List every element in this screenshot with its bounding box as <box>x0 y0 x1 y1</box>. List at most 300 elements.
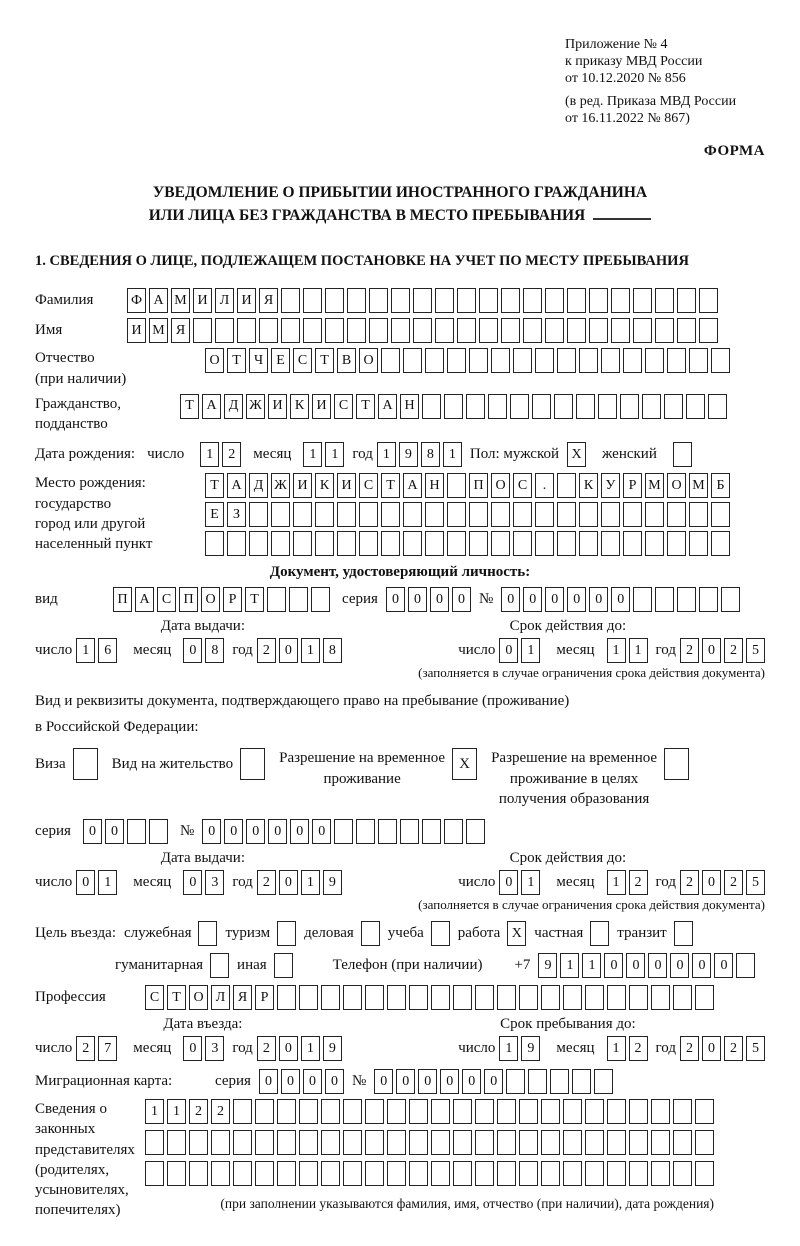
char-cell[interactable] <box>475 1161 494 1186</box>
char-cell[interactable] <box>576 394 595 419</box>
char-cell[interactable]: 0 <box>545 587 564 612</box>
char-cell[interactable]: 2 <box>257 638 276 663</box>
char-cell[interactable] <box>689 348 708 373</box>
char-cell[interactable] <box>167 1161 186 1186</box>
char-cell[interactable]: С <box>145 985 164 1010</box>
char-cell[interactable]: 0 <box>396 1069 415 1094</box>
char-cell[interactable]: 1 <box>303 442 322 467</box>
char-cell[interactable] <box>506 1069 525 1094</box>
char-cell[interactable] <box>689 502 708 527</box>
char-cell[interactable] <box>519 1161 538 1186</box>
char-cell[interactable]: А <box>135 587 154 612</box>
char-cell[interactable]: Т <box>356 394 375 419</box>
char-cell[interactable]: И <box>293 473 312 498</box>
char-cell[interactable] <box>589 288 608 313</box>
char-cell[interactable] <box>513 502 532 527</box>
char-cell[interactable] <box>607 1161 626 1186</box>
char-cell[interactable] <box>535 531 554 556</box>
char-cell[interactable] <box>444 819 463 844</box>
char-cell[interactable]: Я <box>233 985 252 1010</box>
char-cell[interactable]: К <box>579 473 598 498</box>
char-cell[interactable]: 0 <box>183 870 202 895</box>
char-cell[interactable] <box>601 502 620 527</box>
char-cell[interactable]: 0 <box>408 587 427 612</box>
char-cell[interactable]: 1 <box>560 953 579 978</box>
char-cell[interactable] <box>381 531 400 556</box>
char-cell[interactable]: 0 <box>246 819 265 844</box>
char-cell[interactable]: 0 <box>648 953 667 978</box>
char-cell[interactable] <box>453 1099 472 1124</box>
char-cell[interactable] <box>321 1130 340 1155</box>
char-cell[interactable]: 0 <box>279 1036 298 1061</box>
char-cell[interactable] <box>579 531 598 556</box>
char-cell[interactable] <box>469 502 488 527</box>
char-cell[interactable] <box>343 985 362 1010</box>
char-cell[interactable]: 1 <box>499 1036 518 1061</box>
char-cell[interactable] <box>466 819 485 844</box>
char-cell[interactable] <box>435 318 454 343</box>
char-cell[interactable] <box>391 288 410 313</box>
char-cell[interactable] <box>488 394 507 419</box>
char-cell[interactable] <box>479 288 498 313</box>
char-cell[interactable]: А <box>378 394 397 419</box>
char-cell[interactable] <box>381 348 400 373</box>
char-cell[interactable] <box>497 985 516 1010</box>
char-cell[interactable] <box>347 288 366 313</box>
char-cell[interactable]: 2 <box>257 1036 276 1061</box>
char-cell[interactable] <box>664 748 689 780</box>
char-cell[interactable] <box>444 394 463 419</box>
char-cell[interactable] <box>554 394 573 419</box>
char-cell[interactable]: 1 <box>629 638 648 663</box>
char-cell[interactable] <box>541 1099 560 1124</box>
char-cell[interactable] <box>73 748 98 780</box>
char-cell[interactable] <box>237 318 256 343</box>
char-cell[interactable] <box>519 1099 538 1124</box>
char-cell[interactable] <box>655 318 674 343</box>
char-cell[interactable] <box>321 1161 340 1186</box>
char-cell[interactable]: 0 <box>462 1069 481 1094</box>
char-cell[interactable] <box>557 502 576 527</box>
char-cell[interactable]: Л <box>215 288 234 313</box>
char-cell[interactable] <box>453 1161 472 1186</box>
char-cell[interactable] <box>711 348 730 373</box>
char-cell[interactable] <box>550 1069 569 1094</box>
char-cell[interactable] <box>736 953 755 978</box>
char-cell[interactable]: 5 <box>746 1036 765 1061</box>
char-cell[interactable] <box>343 1099 362 1124</box>
char-cell[interactable]: 0 <box>484 1069 503 1094</box>
char-cell[interactable] <box>343 1130 362 1155</box>
char-cell[interactable]: 1 <box>607 1036 626 1061</box>
char-cell[interactable] <box>365 985 384 1010</box>
char-cell[interactable] <box>469 348 488 373</box>
char-cell[interactable] <box>623 348 642 373</box>
char-cell[interactable] <box>227 531 246 556</box>
char-cell[interactable] <box>293 502 312 527</box>
char-cell[interactable] <box>667 531 686 556</box>
char-cell[interactable] <box>381 502 400 527</box>
char-cell[interactable] <box>523 318 542 343</box>
char-cell[interactable] <box>601 531 620 556</box>
char-cell[interactable] <box>400 819 419 844</box>
char-cell[interactable]: О <box>667 473 686 498</box>
char-cell[interactable] <box>391 318 410 343</box>
char-cell[interactable] <box>645 348 664 373</box>
char-cell[interactable] <box>255 1130 274 1155</box>
char-cell[interactable] <box>409 1161 428 1186</box>
char-cell[interactable]: 0 <box>259 1069 278 1094</box>
char-cell[interactable]: О <box>201 587 220 612</box>
char-cell[interactable] <box>365 1130 384 1155</box>
char-cell[interactable] <box>409 1099 428 1124</box>
char-cell[interactable] <box>528 1069 547 1094</box>
char-cell[interactable] <box>667 502 686 527</box>
char-cell[interactable] <box>633 318 652 343</box>
char-cell[interactable]: 9 <box>323 1036 342 1061</box>
char-cell[interactable] <box>167 1130 186 1155</box>
char-cell[interactable]: 3 <box>205 1036 224 1061</box>
char-cell[interactable]: 1 <box>145 1099 164 1124</box>
char-cell[interactable] <box>633 587 652 612</box>
char-cell[interactable] <box>699 288 718 313</box>
char-cell[interactable] <box>589 318 608 343</box>
char-cell[interactable]: Н <box>400 394 419 419</box>
char-cell[interactable] <box>664 394 683 419</box>
char-cell[interactable] <box>510 394 529 419</box>
char-cell[interactable]: . <box>535 473 554 498</box>
char-cell[interactable]: 0 <box>589 587 608 612</box>
char-cell[interactable] <box>387 985 406 1010</box>
char-cell[interactable] <box>598 394 617 419</box>
char-cell[interactable] <box>271 531 290 556</box>
char-cell[interactable]: 0 <box>702 638 721 663</box>
char-cell[interactable] <box>435 288 454 313</box>
char-cell[interactable]: Я <box>259 288 278 313</box>
char-cell[interactable] <box>475 1099 494 1124</box>
char-cell[interactable] <box>673 1130 692 1155</box>
char-cell[interactable] <box>695 985 714 1010</box>
char-cell[interactable] <box>545 318 564 343</box>
char-cell[interactable] <box>607 985 626 1010</box>
char-cell[interactable]: П <box>469 473 488 498</box>
char-cell[interactable]: П <box>179 587 198 612</box>
char-cell[interactable]: 0 <box>670 953 689 978</box>
char-cell[interactable] <box>695 1099 714 1124</box>
char-cell[interactable] <box>623 502 642 527</box>
char-cell[interactable] <box>651 1161 670 1186</box>
char-cell[interactable] <box>651 985 670 1010</box>
char-cell[interactable]: С <box>293 348 312 373</box>
char-cell[interactable]: 0 <box>611 587 630 612</box>
char-cell[interactable]: И <box>312 394 331 419</box>
char-cell[interactable] <box>535 502 554 527</box>
char-cell[interactable] <box>645 531 664 556</box>
char-cell[interactable] <box>585 1130 604 1155</box>
char-cell[interactable]: И <box>268 394 287 419</box>
char-cell[interactable] <box>479 318 498 343</box>
char-cell[interactable]: М <box>149 318 168 343</box>
char-cell[interactable] <box>127 819 146 844</box>
char-cell[interactable] <box>431 1099 450 1124</box>
char-cell[interactable] <box>425 502 444 527</box>
char-cell[interactable] <box>325 288 344 313</box>
char-cell[interactable] <box>255 1099 274 1124</box>
char-cell[interactable] <box>447 348 466 373</box>
char-cell[interactable]: 1 <box>98 870 117 895</box>
char-cell[interactable] <box>545 288 564 313</box>
char-cell[interactable]: 2 <box>211 1099 230 1124</box>
char-cell[interactable] <box>453 985 472 1010</box>
char-cell[interactable]: 8 <box>205 638 224 663</box>
char-cell[interactable] <box>267 587 286 612</box>
char-cell[interactable]: 0 <box>279 870 298 895</box>
char-cell[interactable] <box>711 502 730 527</box>
char-cell[interactable] <box>255 1161 274 1186</box>
char-cell[interactable]: Е <box>271 348 290 373</box>
char-cell[interactable]: Т <box>205 473 224 498</box>
char-cell[interactable]: 1 <box>76 638 95 663</box>
char-cell[interactable] <box>457 318 476 343</box>
char-cell[interactable]: 0 <box>501 587 520 612</box>
char-cell[interactable] <box>466 394 485 419</box>
char-cell[interactable] <box>532 394 551 419</box>
char-cell[interactable] <box>369 318 388 343</box>
char-cell[interactable] <box>403 502 422 527</box>
char-cell[interactable] <box>541 1130 560 1155</box>
char-cell[interactable] <box>431 921 450 946</box>
char-cell[interactable] <box>189 1161 208 1186</box>
char-cell[interactable]: 7 <box>98 1036 117 1061</box>
char-cell[interactable] <box>645 502 664 527</box>
char-cell[interactable] <box>695 1130 714 1155</box>
char-cell[interactable]: 0 <box>183 638 202 663</box>
char-cell[interactable] <box>413 288 432 313</box>
char-cell[interactable]: О <box>491 473 510 498</box>
char-cell[interactable] <box>590 921 609 946</box>
char-cell[interactable]: М <box>645 473 664 498</box>
char-cell[interactable]: Е <box>205 502 224 527</box>
char-cell[interactable] <box>629 1130 648 1155</box>
char-cell[interactable]: 0 <box>303 1069 322 1094</box>
char-cell[interactable]: 0 <box>279 638 298 663</box>
char-cell[interactable] <box>695 1161 714 1186</box>
char-cell[interactable]: Л <box>211 985 230 1010</box>
char-cell[interactable] <box>453 1130 472 1155</box>
char-cell[interactable]: 2 <box>724 638 743 663</box>
char-cell[interactable]: У <box>601 473 620 498</box>
char-cell[interactable]: И <box>237 288 256 313</box>
char-cell[interactable] <box>145 1130 164 1155</box>
char-cell[interactable]: Н <box>425 473 444 498</box>
char-cell[interactable]: И <box>193 288 212 313</box>
char-cell[interactable]: 5 <box>746 638 765 663</box>
char-cell[interactable] <box>523 288 542 313</box>
char-cell[interactable] <box>403 531 422 556</box>
char-cell[interactable] <box>431 1130 450 1155</box>
char-cell[interactable] <box>293 531 312 556</box>
char-cell[interactable]: С <box>334 394 353 419</box>
char-cell[interactable] <box>198 921 217 946</box>
char-cell[interactable]: В <box>337 348 356 373</box>
char-cell[interactable] <box>431 985 450 1010</box>
char-cell[interactable]: 0 <box>714 953 733 978</box>
char-cell[interactable]: А <box>403 473 422 498</box>
char-cell[interactable] <box>303 318 322 343</box>
char-cell[interactable] <box>387 1130 406 1155</box>
char-cell[interactable] <box>699 587 718 612</box>
char-cell[interactable] <box>409 1130 428 1155</box>
char-cell[interactable] <box>403 348 422 373</box>
char-cell[interactable] <box>519 1130 538 1155</box>
char-cell[interactable] <box>277 1099 296 1124</box>
char-cell[interactable]: X <box>452 748 477 780</box>
char-cell[interactable]: 1 <box>521 638 540 663</box>
char-cell[interactable]: 9 <box>538 953 557 978</box>
char-cell[interactable] <box>629 1099 648 1124</box>
char-cell[interactable]: С <box>513 473 532 498</box>
char-cell[interactable]: И <box>337 473 356 498</box>
char-cell[interactable]: 0 <box>83 819 102 844</box>
char-cell[interactable] <box>359 531 378 556</box>
char-cell[interactable]: М <box>171 288 190 313</box>
char-cell[interactable] <box>677 587 696 612</box>
char-cell[interactable]: 2 <box>724 1036 743 1061</box>
char-cell[interactable]: 2 <box>680 638 699 663</box>
char-cell[interactable] <box>211 1161 230 1186</box>
char-cell[interactable]: 0 <box>523 587 542 612</box>
char-cell[interactable]: 1 <box>443 442 462 467</box>
char-cell[interactable]: 0 <box>312 819 331 844</box>
char-cell[interactable] <box>689 531 708 556</box>
char-cell[interactable] <box>387 1161 406 1186</box>
char-cell[interactable] <box>491 502 510 527</box>
char-cell[interactable] <box>491 348 510 373</box>
char-cell[interactable] <box>585 985 604 1010</box>
char-cell[interactable] <box>611 318 630 343</box>
char-cell[interactable]: 0 <box>567 587 586 612</box>
char-cell[interactable]: Б <box>711 473 730 498</box>
char-cell[interactable] <box>594 1069 613 1094</box>
char-cell[interactable] <box>475 985 494 1010</box>
char-cell[interactable]: 9 <box>323 870 342 895</box>
char-cell[interactable] <box>579 502 598 527</box>
char-cell[interactable]: 1 <box>582 953 601 978</box>
char-cell[interactable] <box>425 348 444 373</box>
char-cell[interactable]: 1 <box>301 870 320 895</box>
char-cell[interactable] <box>557 531 576 556</box>
char-cell[interactable] <box>721 587 740 612</box>
char-cell[interactable]: 0 <box>452 587 471 612</box>
char-cell[interactable] <box>673 985 692 1010</box>
char-cell[interactable] <box>369 288 388 313</box>
char-cell[interactable]: 0 <box>604 953 623 978</box>
char-cell[interactable] <box>425 531 444 556</box>
char-cell[interactable]: А <box>202 394 221 419</box>
char-cell[interactable]: Т <box>167 985 186 1010</box>
char-cell[interactable] <box>447 531 466 556</box>
char-cell[interactable]: 2 <box>680 870 699 895</box>
char-cell[interactable] <box>677 318 696 343</box>
char-cell[interactable] <box>233 1161 252 1186</box>
char-cell[interactable] <box>447 473 466 498</box>
char-cell[interactable] <box>299 1099 318 1124</box>
char-cell[interactable] <box>365 1099 384 1124</box>
char-cell[interactable]: 0 <box>183 1036 202 1061</box>
char-cell[interactable] <box>541 985 560 1010</box>
char-cell[interactable] <box>585 1161 604 1186</box>
char-cell[interactable] <box>708 394 727 419</box>
char-cell[interactable] <box>674 921 693 946</box>
char-cell[interactable]: О <box>359 348 378 373</box>
char-cell[interactable] <box>567 288 586 313</box>
char-cell[interactable] <box>651 1130 670 1155</box>
char-cell[interactable] <box>699 318 718 343</box>
char-cell[interactable] <box>469 531 488 556</box>
char-cell[interactable] <box>557 473 576 498</box>
char-cell[interactable]: 9 <box>399 442 418 467</box>
char-cell[interactable] <box>475 1130 494 1155</box>
char-cell[interactable]: О <box>189 985 208 1010</box>
char-cell[interactable] <box>579 348 598 373</box>
char-cell[interactable]: 2 <box>222 442 241 467</box>
char-cell[interactable]: А <box>149 288 168 313</box>
char-cell[interactable]: И <box>127 318 146 343</box>
char-cell[interactable]: 0 <box>374 1069 393 1094</box>
char-cell[interactable]: 1 <box>167 1099 186 1124</box>
char-cell[interactable]: 6 <box>98 638 117 663</box>
char-cell[interactable]: Ж <box>246 394 265 419</box>
char-cell[interactable] <box>205 531 224 556</box>
char-cell[interactable]: О <box>205 348 224 373</box>
char-cell[interactable]: К <box>290 394 309 419</box>
char-cell[interactable] <box>259 318 278 343</box>
char-cell[interactable]: 2 <box>724 870 743 895</box>
char-cell[interactable]: 0 <box>440 1069 459 1094</box>
char-cell[interactable] <box>585 1099 604 1124</box>
char-cell[interactable]: 0 <box>290 819 309 844</box>
char-cell[interactable] <box>623 531 642 556</box>
char-cell[interactable]: 0 <box>626 953 645 978</box>
char-cell[interactable]: Д <box>249 473 268 498</box>
char-cell[interactable] <box>343 1161 362 1186</box>
char-cell[interactable]: 2 <box>629 870 648 895</box>
char-cell[interactable]: 9 <box>521 1036 540 1061</box>
char-cell[interactable]: А <box>227 473 246 498</box>
char-cell[interactable] <box>321 1099 340 1124</box>
char-cell[interactable] <box>289 587 308 612</box>
char-cell[interactable] <box>620 394 639 419</box>
char-cell[interactable]: 1 <box>301 1036 320 1061</box>
char-cell[interactable] <box>655 288 674 313</box>
char-cell[interactable] <box>673 1161 692 1186</box>
char-cell[interactable] <box>334 819 353 844</box>
char-cell[interactable] <box>347 318 366 343</box>
char-cell[interactable] <box>457 288 476 313</box>
char-cell[interactable]: С <box>157 587 176 612</box>
char-cell[interactable]: Д <box>224 394 243 419</box>
char-cell[interactable]: Р <box>223 587 242 612</box>
char-cell[interactable] <box>233 1130 252 1155</box>
char-cell[interactable] <box>563 985 582 1010</box>
char-cell[interactable]: 8 <box>323 638 342 663</box>
char-cell[interactable]: Т <box>227 348 246 373</box>
char-cell[interactable]: Т <box>180 394 199 419</box>
char-cell[interactable]: 1 <box>325 442 344 467</box>
char-cell[interactable] <box>409 985 428 1010</box>
char-cell[interactable]: Ж <box>271 473 290 498</box>
char-cell[interactable] <box>422 394 441 419</box>
